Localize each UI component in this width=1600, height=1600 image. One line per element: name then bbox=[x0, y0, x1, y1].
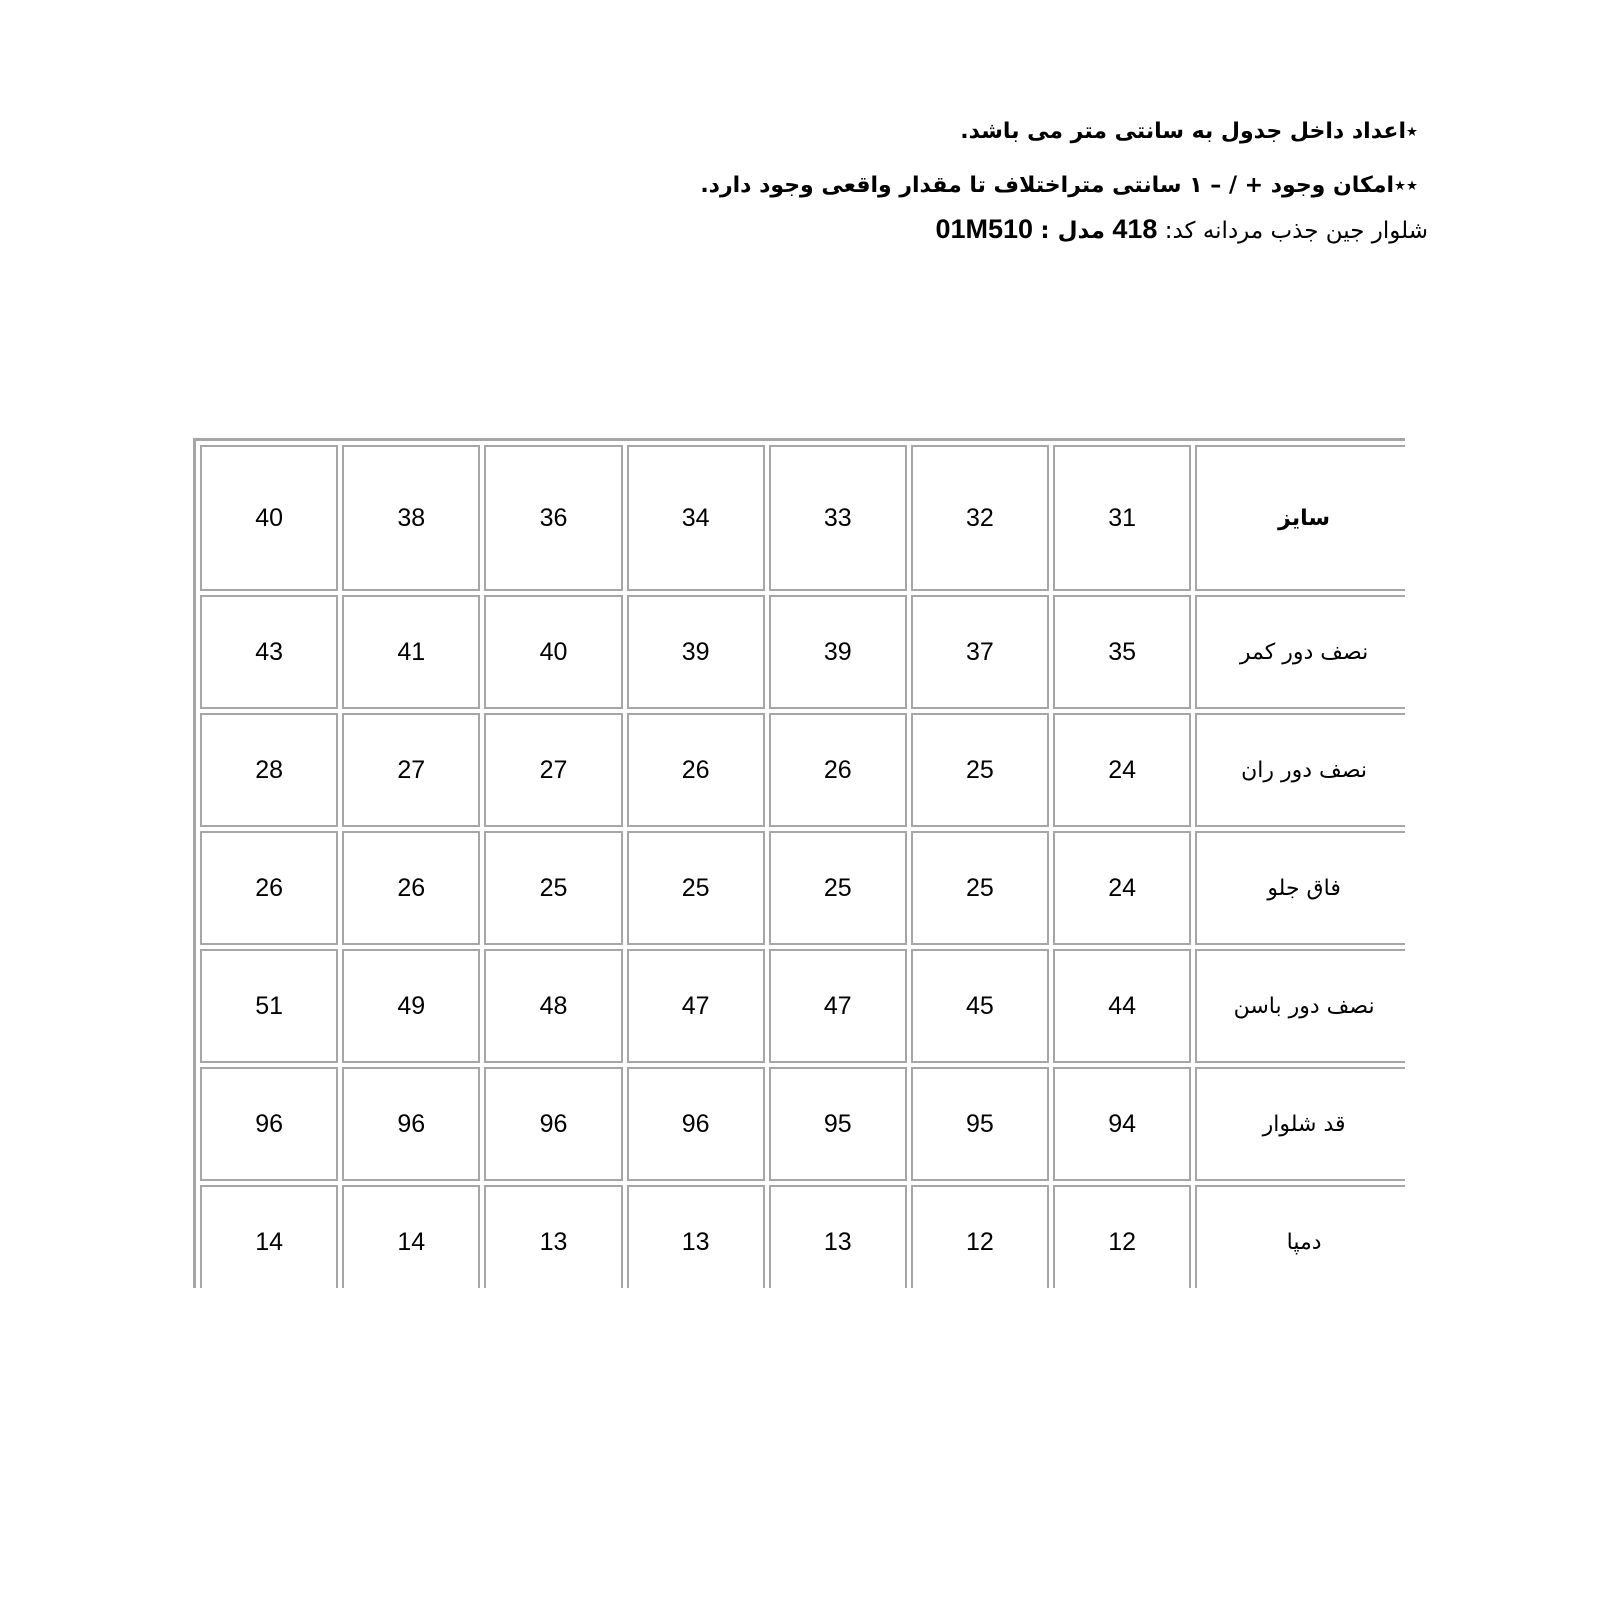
header-label-cell: سایز bbox=[1195, 445, 1405, 591]
value-cell: 25 bbox=[627, 831, 765, 945]
value-cell: 13 bbox=[769, 1185, 907, 1288]
note-text: امکان وجود + / – ۱ سانتی متراختلاف تا مقدار واقعی وجود دارد. bbox=[700, 173, 1395, 198]
row-label-cell: نصف دور باسن bbox=[1195, 949, 1405, 1063]
value-cell: 48 bbox=[484, 949, 622, 1063]
value-cell: 12 bbox=[1053, 1185, 1191, 1288]
value-cell: 39 bbox=[769, 595, 907, 709]
value-cell: 14 bbox=[342, 1185, 480, 1288]
size-cell: 32 bbox=[911, 445, 1049, 591]
value-cell: 12 bbox=[911, 1185, 1049, 1288]
value-cell: 96 bbox=[342, 1067, 480, 1181]
table-row bbox=[200, 1067, 1405, 1181]
table-row bbox=[200, 595, 1405, 709]
value-cell: 40 bbox=[484, 595, 622, 709]
note-measurement-unit bbox=[518, 118, 1418, 146]
value-cell: 13 bbox=[484, 1185, 622, 1288]
row-label-cell: نصف دور کمر bbox=[1195, 595, 1405, 709]
value-cell: 35 bbox=[1053, 595, 1191, 709]
value-cell: 26 bbox=[627, 713, 765, 827]
value-cell: 25 bbox=[911, 831, 1049, 945]
table-row bbox=[200, 1185, 1405, 1288]
product-name: شلوار جین جذب مردانه کد: bbox=[1164, 218, 1428, 244]
value-cell: 24 bbox=[1053, 713, 1191, 827]
row-label-cell: نصف دور ران bbox=[1195, 713, 1405, 827]
size-cell: 33 bbox=[769, 445, 907, 591]
row-label-cell: قد شلوار bbox=[1195, 1067, 1405, 1181]
value-cell: 27 bbox=[484, 713, 622, 827]
size-cell: 38 bbox=[342, 445, 480, 591]
value-cell: 51 bbox=[200, 949, 338, 1063]
product-title bbox=[935, 212, 1428, 248]
value-cell: 96 bbox=[627, 1067, 765, 1181]
value-cell: 96 bbox=[200, 1067, 338, 1181]
value-cell: 95 bbox=[911, 1067, 1049, 1181]
value-cell: 25 bbox=[911, 713, 1049, 827]
value-cell: 49 bbox=[342, 949, 480, 1063]
note-marker: ٭٭ bbox=[1394, 173, 1418, 198]
size-table bbox=[193, 438, 1405, 1288]
table-row bbox=[200, 713, 1405, 827]
value-cell: 13 bbox=[627, 1185, 765, 1288]
note-text: اعداد داخل جدول به سانتی متر می باشد. bbox=[960, 119, 1406, 144]
value-cell: 24 bbox=[1053, 831, 1191, 945]
value-cell: 27 bbox=[342, 713, 480, 827]
value-cell: 26 bbox=[769, 713, 907, 827]
model-number: 01M510 bbox=[935, 214, 1034, 244]
table-row bbox=[200, 831, 1405, 945]
row-label-cell: دمپا bbox=[1195, 1185, 1405, 1288]
value-cell: 47 bbox=[627, 949, 765, 1063]
value-cell: 94 bbox=[1053, 1067, 1191, 1181]
value-cell: 95 bbox=[769, 1067, 907, 1181]
value-cell: 25 bbox=[769, 831, 907, 945]
table-row bbox=[200, 949, 1405, 1063]
size-cell: 34 bbox=[627, 445, 765, 591]
model-label: مدل : bbox=[1040, 218, 1106, 244]
value-cell: 37 bbox=[911, 595, 1049, 709]
value-cell: 26 bbox=[342, 831, 480, 945]
product-code: 418 bbox=[1112, 214, 1158, 244]
value-cell: 39 bbox=[627, 595, 765, 709]
size-cell: 36 bbox=[484, 445, 622, 591]
value-cell: 45 bbox=[911, 949, 1049, 1063]
note-tolerance bbox=[518, 172, 1418, 200]
row-label-cell: فاق جلو bbox=[1195, 831, 1405, 945]
value-cell: 47 bbox=[769, 949, 907, 1063]
size-cell: 40 bbox=[200, 445, 338, 591]
value-cell: 44 bbox=[1053, 949, 1191, 1063]
table-header-row bbox=[200, 445, 1405, 591]
value-cell: 25 bbox=[484, 831, 622, 945]
note-marker: ٭ bbox=[1406, 119, 1418, 144]
value-cell: 14 bbox=[200, 1185, 338, 1288]
value-cell: 41 bbox=[342, 595, 480, 709]
size-chart bbox=[193, 438, 1405, 1288]
value-cell: 28 bbox=[200, 713, 338, 827]
value-cell: 43 bbox=[200, 595, 338, 709]
value-cell: 96 bbox=[484, 1067, 622, 1181]
notes-section bbox=[518, 118, 1418, 226]
value-cell: 26 bbox=[200, 831, 338, 945]
size-cell: 31 bbox=[1053, 445, 1191, 591]
